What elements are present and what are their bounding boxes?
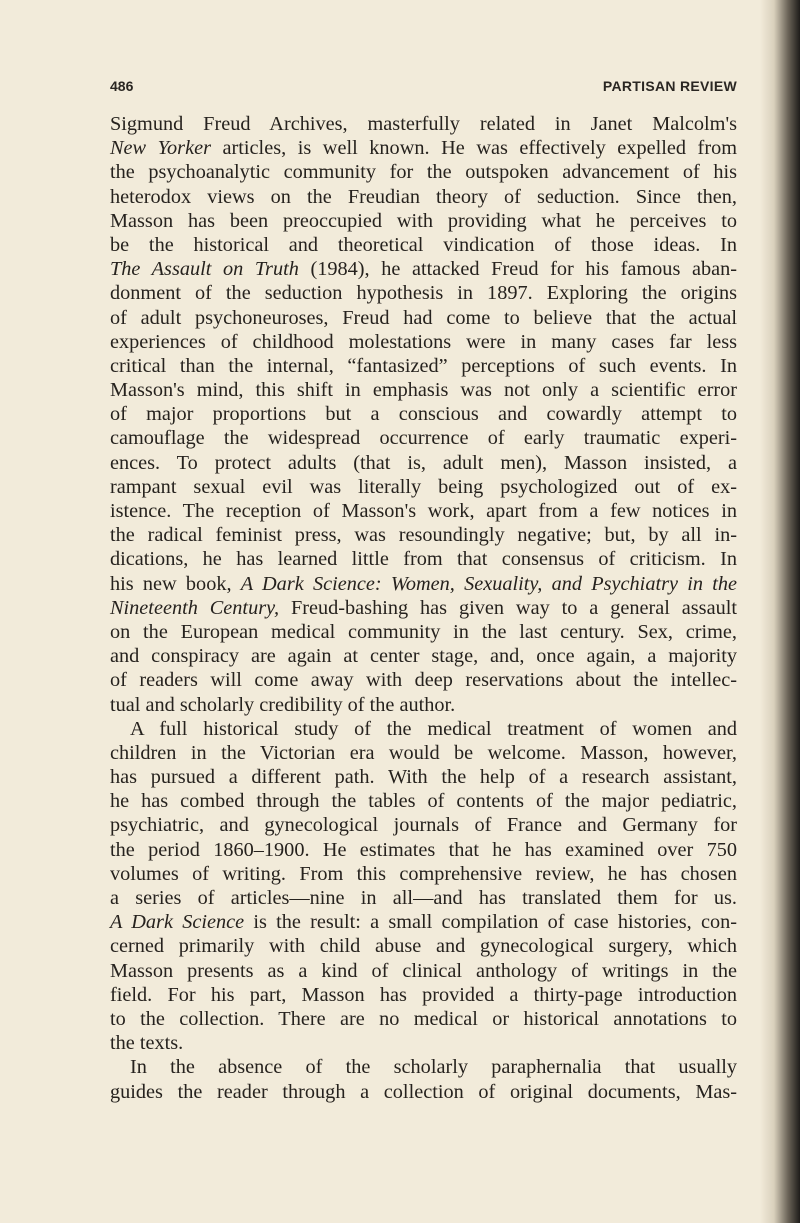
text-line xyxy=(110,475,737,499)
text-segment: has pursued a different path. With the help of a research assistant, xyxy=(110,766,737,789)
text-line xyxy=(110,910,737,934)
text-line xyxy=(110,402,737,426)
text-line xyxy=(110,668,737,692)
text-line xyxy=(110,1055,737,1079)
text-line xyxy=(110,934,737,958)
text-line xyxy=(110,209,737,233)
text-line xyxy=(110,306,737,330)
text-segment: the radical feminist press, was resoundingly negative; but, by all in- xyxy=(110,524,737,547)
text-segment: a series of articles—nine in all—and has translated them for us. xyxy=(110,887,737,909)
text-line xyxy=(110,693,737,717)
text-line xyxy=(110,983,737,1007)
text-segment: articles, is well known. He was effectively expelled from xyxy=(210,137,737,160)
book-binding-shadow xyxy=(760,0,800,1223)
text-segment: cerned primarily with child abuse and gynecological surgery, which xyxy=(110,935,737,958)
text-segment: A full historical study of the medical treatment of women and xyxy=(130,717,737,740)
text-segment: camouflage the widespread occurrence of early traumatic experi- xyxy=(110,427,737,450)
text-line xyxy=(110,330,737,354)
italic-title-text: Nineteenth Century, xyxy=(110,596,280,619)
text-segment: critical than the internal, “fantasized” perceptions of such events. In xyxy=(110,354,737,377)
text-line xyxy=(110,1031,737,1055)
text-line xyxy=(110,281,737,305)
text-segment: to the collection. There are no medical or historical annotations to xyxy=(110,1007,737,1030)
text-segment: dications, he has learned little from that consensus of criticism. In xyxy=(110,548,737,571)
italic-title-text: A Dark Science: Women, Sexuality, and Psychiatry in the xyxy=(240,572,737,595)
running-title: PARTISAN REVIEW xyxy=(602,78,737,94)
text-segment: be the historical and theoretical vindication of those ideas. In xyxy=(110,233,737,256)
text-segment: of readers will come away with deep reservations about the intellec- xyxy=(110,669,737,692)
text-segment: Masson presents as a kind of clinical anthology of writings in the xyxy=(110,959,737,982)
text-line xyxy=(110,378,737,402)
text-segment: the period 1860–1900. He estimates that he has examined over 750 xyxy=(110,838,737,861)
text-segment: (1984), he attacked Freud for his famous aban- xyxy=(298,258,737,281)
text-line xyxy=(110,451,737,475)
text-segment: psychiatric, and gynecological journals of France and Germany for xyxy=(110,814,737,837)
text-segment: guides the reader through a collection of original documents, Mas- xyxy=(110,1080,737,1103)
running-header xyxy=(110,78,737,98)
text-segment: on the European medical community in the last century. Sex, crime, xyxy=(110,620,737,643)
text-line xyxy=(110,813,737,837)
text-segment: of major proportions but a conscious and cowardly attempt to xyxy=(110,403,737,426)
italic-title-text: New Yorker xyxy=(110,137,211,160)
text-line xyxy=(110,620,737,644)
text-line xyxy=(110,838,737,862)
text-segment: donment of the seduction hypothesis in 1897. Exploring the origins xyxy=(110,282,737,305)
text-line xyxy=(110,959,737,983)
text-segment: In the absence of the scholarly paraphernalia that usually xyxy=(130,1056,737,1079)
body-text xyxy=(110,112,737,1104)
text-line xyxy=(110,185,737,209)
text-segment: ences. To protect adults (that is, adult men), Masson insisted, a xyxy=(110,451,737,474)
text-line xyxy=(110,765,737,789)
text-line xyxy=(110,499,737,523)
text-line xyxy=(110,547,737,571)
text-line xyxy=(110,1007,737,1031)
text-line xyxy=(110,257,737,281)
text-line xyxy=(110,136,737,160)
text-segment: volumes of writing. From this comprehensive review, he has chosen xyxy=(110,862,737,885)
text-segment: tual and scholarly credibility of the author. xyxy=(110,693,456,716)
text-segment: heterodox views on the Freudian theory of seduction. Since then, xyxy=(110,185,737,208)
text-segment: his new book, xyxy=(110,572,241,595)
text-segment: and conspiracy are again at center stage, and, once again, a majority xyxy=(110,645,737,668)
text-line xyxy=(110,523,737,547)
text-segment: Masson's mind, this shift in emphasis was not only a scientific error xyxy=(110,379,737,402)
text-line xyxy=(110,644,737,668)
text-segment: field. For his part, Masson has provided a thirty-page introduction xyxy=(110,983,737,1006)
text-line xyxy=(110,741,737,765)
text-segment: the psychoanalytic community for the outspoken advancement of his xyxy=(110,161,737,184)
text-line xyxy=(110,426,737,450)
text-line xyxy=(110,862,737,886)
text-segment: of adult psychoneuroses, Freud had come to believe that the actual xyxy=(110,306,737,329)
text-line xyxy=(110,886,737,910)
text-segment: he has combed through the tables of contents of the major pediatric, xyxy=(110,790,737,813)
text-segment: istence. The reception of Masson's work, apart from a few notices in xyxy=(110,500,737,522)
text-line xyxy=(110,789,737,813)
text-line xyxy=(110,1080,737,1104)
text-line xyxy=(110,354,737,378)
text-segment: rampant sexual evil was literally being psychologized out of ex- xyxy=(110,475,737,498)
text-segment: children in the Victorian era would be welcome. Masson, however, xyxy=(110,741,737,764)
text-segment: Sigmund Freud Archives, masterfully related in Janet Malcolm's xyxy=(110,113,737,135)
text-line xyxy=(110,112,737,136)
text-segment: the texts. xyxy=(110,1032,184,1055)
italic-title-text: The Assault on Truth xyxy=(110,258,299,281)
text-line xyxy=(110,233,737,257)
text-segment: Freud-bashing has given way to a general assault xyxy=(279,596,737,619)
text-segment: is the result: a small compilation of case histories, con- xyxy=(244,911,737,934)
text-line xyxy=(110,596,737,620)
text-line xyxy=(110,160,737,184)
text-segment: Masson has been preoccupied with providing what he perceives to xyxy=(110,209,737,232)
text-line xyxy=(110,572,737,596)
page-number: 486 xyxy=(110,78,134,94)
text-segment: experiences of childhood molestations were in many cases far less xyxy=(110,330,737,353)
italic-title-text: A Dark Science xyxy=(110,911,245,934)
text-line xyxy=(110,717,737,741)
